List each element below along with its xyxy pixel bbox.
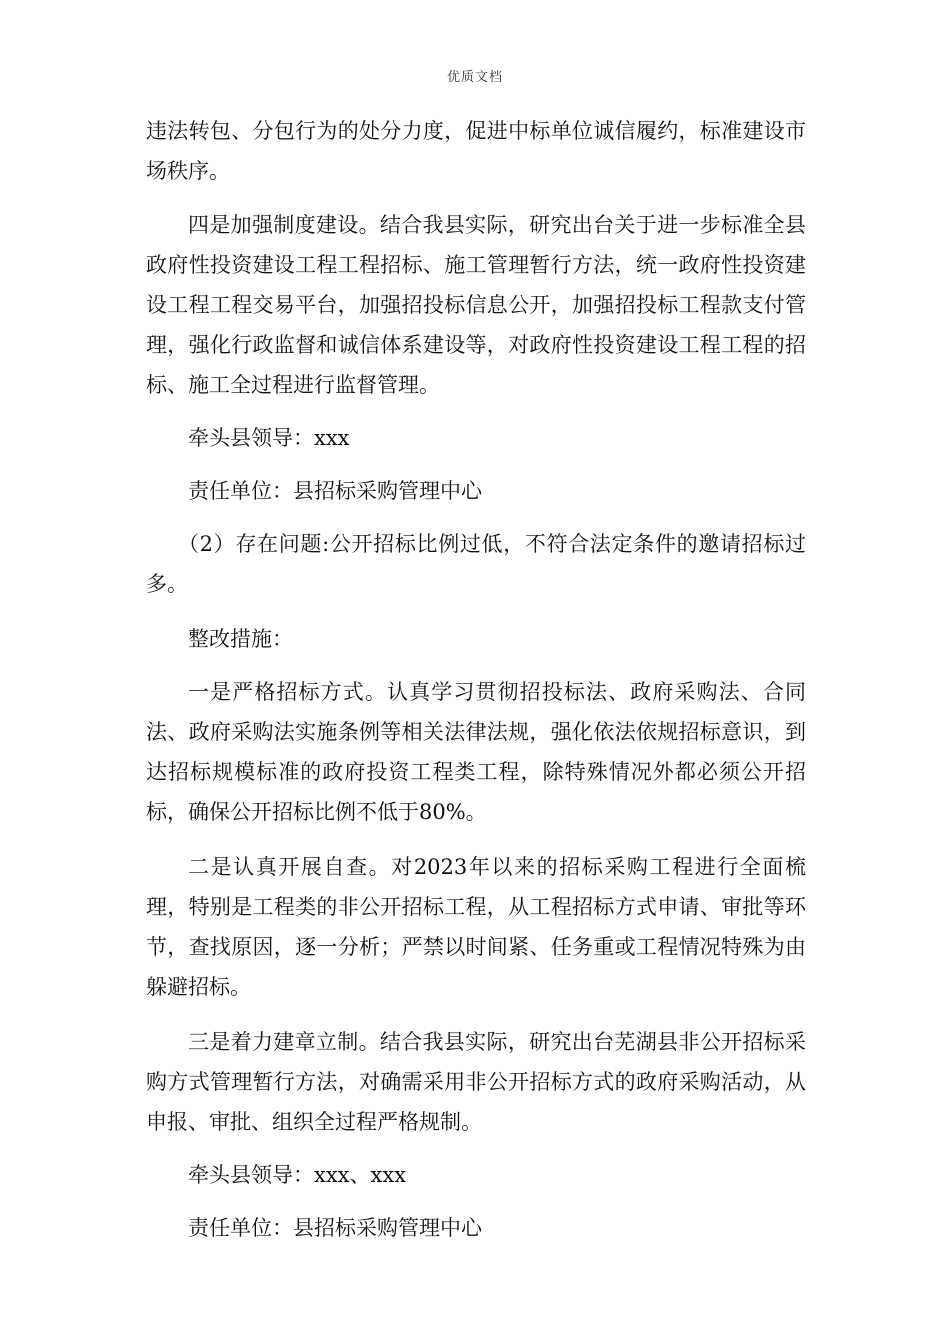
paragraph-measure-four: 四是加强制度建设。结合我县实际，研究出台关于进一步标准全县政府性投资建设工程工程招标、施工管理暂行方法，统一政府性投资建设工程工程交易平台，加强招投标信息公开，加强招投标工程款支付管理，强化行政监督和诚信体系建设等，对政府性投资建设工程工程的招标、施工全过程进行监督管理。 (146, 213, 806, 397)
paragraph-responsible-unit: 责任单位：县招标采购管理中心 (188, 479, 482, 503)
paragraph-measure-two: 二是认真开展自查。对2023年以来的招标采购工程进行全面梳理，特别是工程类的非公开招标工程，从工程招标方式申请、审批等环节，查找原因，逐一分析；严禁以时间紧、任务重或工程情况特殊为由躲避招标。 (146, 855, 806, 999)
paragraph-issue-two: （2）存在问题:公开招标比例过低，不符合法定条件的邀请招标过多。 (146, 532, 806, 596)
document-body (146, 111, 806, 1248)
paragraph-lead-official-2: 牵头县领导：xxx、xxx (188, 1163, 407, 1187)
paragraph-measure-three: 三是着力建章立制。结合我县实际，研究出台芜湖县非公开招标采购方式管理暂行方法，对确需采用非公开招标方式的政府采购活动，从申报、审批、组织全过程严格规制。 (146, 1030, 806, 1134)
paragraph-responsible-unit-2: 责任单位：县招标采购管理中心 (188, 1216, 482, 1240)
paragraph-rectification-heading: 整改措施： (188, 627, 293, 651)
paragraph-measure-one: 一是严格招标方式。认真学习贯彻招投标法、政府采购法、合同法、政府采购法实施条例等相关法律法规，强化依法依规招标意识，到达招标规模标准的政府投资工程类工程，除特殊情况外都必须公开招标，确保公开招标比例不低于80%。 (146, 680, 806, 824)
page-header: 优质文档 (446, 70, 503, 85)
paragraph-continuation: 违法转包、分包行为的处分力度，促进中标单位诚信履约，标准建设市场秩序。 (146, 119, 806, 183)
paragraph-lead-official: 牵头县领导：xxx (188, 426, 350, 450)
